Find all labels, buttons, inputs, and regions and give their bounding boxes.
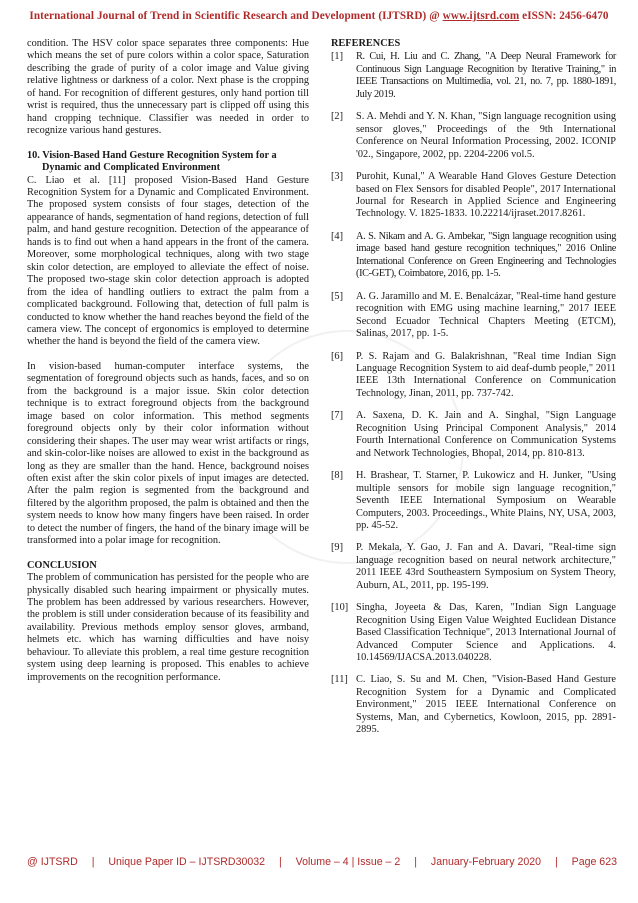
footer-paper-id: Unique Paper ID – IJTSRD30032: [108, 856, 266, 868]
reference-item: [331, 542, 616, 592]
reference-item: [331, 602, 616, 664]
reference-number: [9]: [331, 542, 344, 554]
reference-number: [11]: [331, 674, 348, 686]
reference-number: [8]: [331, 470, 344, 482]
reference-number: [7]: [331, 410, 344, 422]
reference-text: R. Cui, H. Liu and C. Zhang, "A Deep Neural Framework for Continuous Sign Language Recognition by Iterative Training," in IEEE Transactions on Multimedia, vol. 21, no. 7, pp. 1880-1891, July 2019.: [356, 51, 616, 100]
paragraph-hsv: condition. The HSV color space separates three components: Hue which means the set of pure colors within a color space, Saturation describing the grade of purity of a color image and Value giving relative lightness or darkness of a color. Next phase is the cropping of hand. For recognition of different gestures, only hand portion till wrist is required, thus the unnecessary part is clipped off using this hand cropping technique. Classifier was needed in order to recognize various hand gestures.: [27, 38, 309, 137]
reference-item: [331, 410, 616, 460]
page-footer: [27, 856, 617, 868]
references-heading: REFERENCES: [331, 38, 401, 49]
reference-text: A. S. Nikam and A. G. Ambekar, "Sign language recognition using image based hand gesture recognition techniques," 2016 Online International Conference on Green Engineering and Technologies (IC-GET), Coimbatore, 2016, pp. 1-5.: [356, 230, 616, 280]
footer-divider: |: [91, 856, 95, 868]
reference-item: [331, 111, 616, 161]
footer-divider: |: [554, 856, 558, 868]
reference-text: P. S. Rajam and G. Balakrishnan, "Real time Indian Sign Language Recognition System to aid deaf-dumb people," 2011 IEEE 13th International Conference on Communication Technology, Jinan, 2011, pp. 737-742.: [356, 350, 616, 399]
reference-item: [331, 51, 616, 101]
section-10-heading-line2: Dynamic and Complicated Environment: [42, 162, 221, 174]
reference-number: [6]: [331, 350, 344, 362]
right-column: [331, 38, 616, 747]
reference-number: [1]: [331, 51, 344, 63]
reference-number: [5]: [331, 290, 344, 302]
footer-volume: Volume – 4 | Issue – 2: [295, 856, 401, 868]
reference-text: H. Brashear, T. Starner, P. Lukowicz and H. Junker, "Using multiple sensors for mobile sign language recognition," Seventh IEEE International Symposium on Wearable Computers, 2003. Proceedings., White Plains, NY, USA, 2003, pp. 45-52.: [356, 470, 616, 531]
reference-number: [2]: [331, 111, 344, 123]
reference-number: [10]: [331, 602, 349, 614]
journal-issn: eISSN: 2456-6470: [519, 10, 609, 22]
footer-divider: |: [278, 856, 282, 868]
reference-text: A. Saxena, D. K. Jain and A. Singhal, "Sign Language Recognition Using Principal Component Analysis," 2014 Fourth International Conference on Communication Systems and Network Technologies, Bhopal, 2014, pp. 810-813.: [356, 410, 616, 459]
reference-text: S. A. Mehdi and Y. N. Khan, "Sign language recognition using sensor gloves," Proceedings of the 9th International Conference on Neural Information Processing, 2002. ICONIP '02., Singapore, 2002, pp. 2204-2206 vol.5.: [356, 111, 616, 160]
section-10-heading-line1: 10. Vision-Based Hand Gesture Recognition System for a: [27, 149, 277, 161]
journal-title: International Journal of Trend in Scientific Research and Development (IJTSRD) @: [29, 10, 443, 22]
reference-text: Singha, Joyeeta & Das, Karen, "Indian Sign Language Recognition Using Eigen Value Weighted Euclidean Distance Based Classification Technique", 2013 International Journal of Advanced Computer Science and Applications. 4. 10.14569/IJACSA.2013.040228.: [356, 602, 616, 664]
reference-number: [4]: [331, 230, 344, 242]
footer-site: @ IJTSRD: [27, 856, 78, 868]
reference-text: P. Mekala, Y. Gao, J. Fan and A. Davari, "Real-time sign language recognition based on neural network architecture," 2011 IEEE 43rd Southeastern Symposium on System Theory, Auburn, AL, 2011, pp. 195-199.: [356, 542, 616, 591]
reference-item: [331, 231, 616, 281]
reference-text: A. G. Jaramillo and M. E. Benalcázar, "Real-time hand gesture recognition with EMG using machine learning," 2017 IEEE Second Ecuador Technical Chapters Meeting (ETCM), Salinas, 2017, pp. 1-5.: [356, 290, 616, 340]
left-column: [27, 38, 309, 684]
conclusion-heading: CONCLUSION: [27, 559, 97, 571]
reference-item: [331, 351, 616, 401]
reference-text: Purohit, Kunal," A Wearable Hand Gloves Gesture Detection based on Flex Sensors for disabled People", 2017 International Journal for Research in Applied Science and Engineering Technology. V. 1825-1833. 10.22214/ijraset.2017.8261.: [356, 171, 616, 220]
reference-item: [331, 470, 616, 532]
paragraph-liao: C. Liao et al. [11] proposed Vision-Based Hand Gesture Recognition System for a Dynamic and Complicated Environment. The proposed system consists of four stages, detection of the appearance of hands, segmentation of hand regions, detection of full palm, and hand gesture recognition. Detection of the appearance of hands is to find out when a hand appears in the front of the camera. Moreover, some morphological techniques, along with two stage skin color detection, are employed to alleviate the effect of noise. The proposed two-stage skin color detection approach is adopted from the idea of handling outliers to extract the palm from a complicated background. Following that, detection of full palm is conducted to know whether the hand reaches beyond the field of the camera view. The concept of ergonomics is employed to determine whether the hand is beyond the field of the camera view.: [27, 174, 309, 348]
reference-item: [331, 171, 616, 221]
journal-header: [0, 10, 638, 22]
footer-page-number: Page 623: [571, 856, 617, 868]
paragraph-conclusion: The problem of communication has persisted for the people who are physically disabled such hearing impairment or physically mutes. The problem has been addressed by various researchers. However, the problem is still under consideration because of its feasibility and availability. Previous methods employ sensor gloves, armband, helmets etc. which has warning difficulties and have noisy behaviour. To alleviate this problem, a real time gesture recognition system using deep learning is proposed. This enables to achieve improvements on the recognition performance.: [27, 572, 309, 683]
footer-date: January-February 2020: [430, 856, 542, 868]
reference-text: C. Liao, S. Su and M. Chen, "Vision-Based Hand Gesture Recognition System for a Dynamic and Complicated Environment," 2015 IEEE International Conference on Systems, Man, and Cybernetics, Kowloon, 2015, pp. 2891-2895.: [356, 674, 616, 736]
paragraph-segmentation: In vision-based human-computer interface systems, the segmentation of foreground objects such as hands, faces, and so on from the background is a major issue. Skin color detection technique is to extract foreground objects from the background image based on color information. This method segments foreground objects only by their color information without considering their shapes. The user may wear wrist artifacts or rings, and skin-color-like noises are allowed to exist in the background as long as they are smaller than the hand. Hence, background noises often exist after the skin color pixels of input images are detected. After the palm region is segmented from the background and filtered by the algorithm proposed, the palm is obtained and then the system needs to know how many fingers have been raised. In order to detect the number of fingers, the hand of the binary image will be transformed into a polar image for recognition.: [27, 360, 309, 547]
journal-url-link[interactable]: www.ijtsrd.com: [442, 10, 520, 22]
section-10-heading: [27, 150, 309, 175]
reference-number: [3]: [331, 171, 344, 183]
footer-divider: |: [414, 856, 417, 868]
reference-item: [331, 674, 616, 736]
reference-item: [331, 291, 616, 341]
